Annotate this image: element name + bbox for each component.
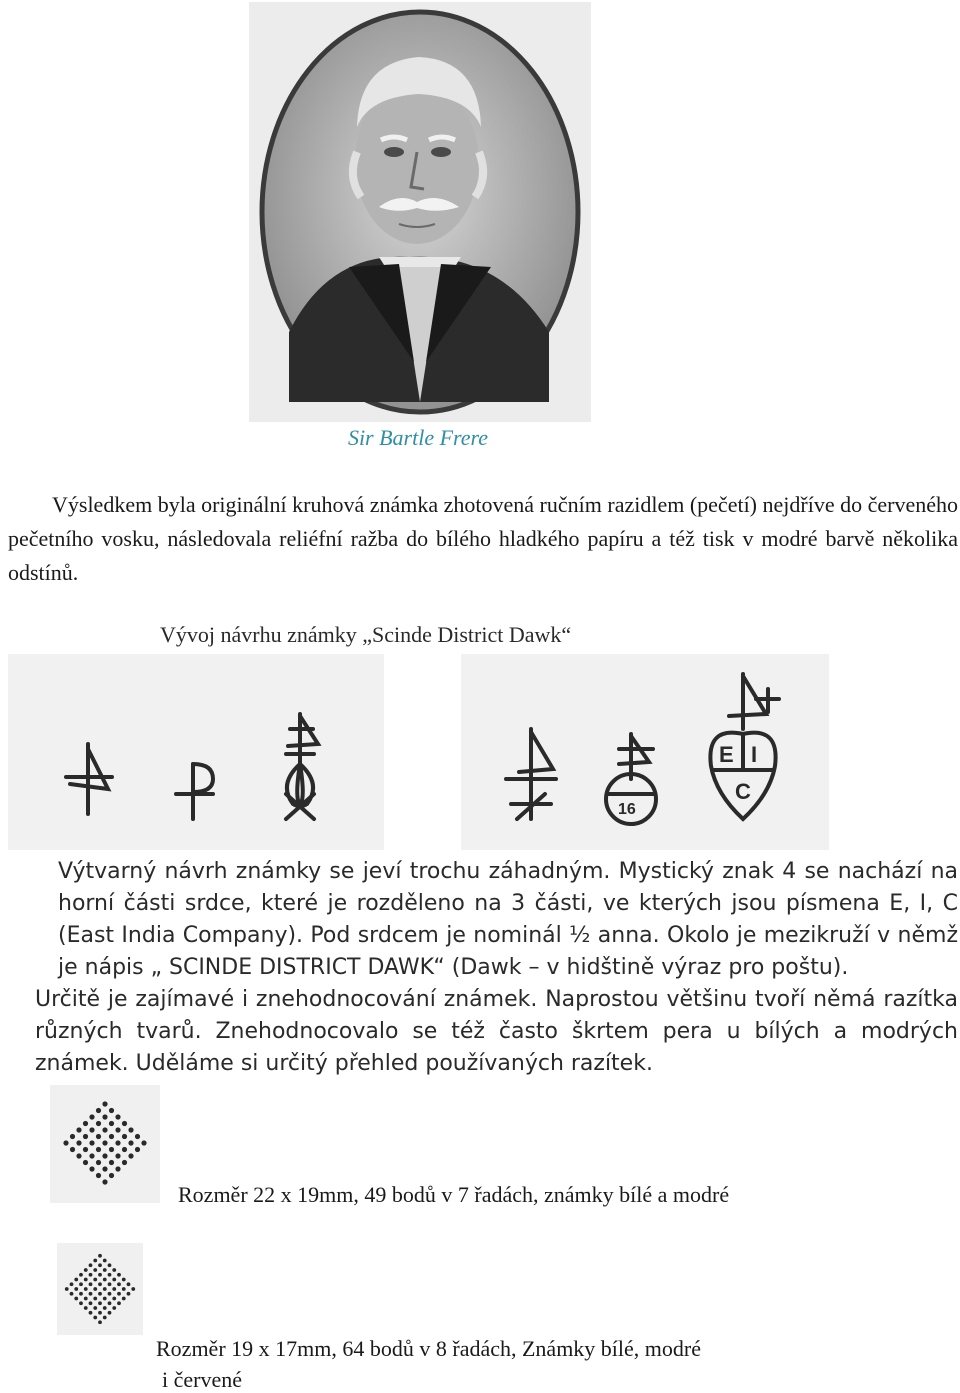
stamp-dot — [93, 1316, 97, 1320]
description-paragraph-2: Určitě je zajímavé i znehodnocování známek. Naprostou většinu tvoří němá razítka různých tvarů. Znehodnocovalo se též často škrtem pera u bílých a modrých známek. Uděláme si určitý přehled používaných razítek. — [35, 987, 958, 1076]
stamp-dot — [102, 1153, 107, 1158]
stamp-dot — [102, 1166, 107, 1171]
stamp-dot — [89, 1282, 93, 1286]
stamp-dot — [117, 1292, 121, 1296]
stamp-dot — [79, 1282, 83, 1286]
stamp-dot — [112, 1297, 116, 1301]
stamp-dot — [98, 1311, 102, 1315]
stamp-dot — [117, 1273, 121, 1277]
stamp-dot — [127, 1282, 131, 1286]
stamp-dot — [93, 1287, 97, 1291]
stamp-dot — [96, 1160, 101, 1165]
stamp-dot — [131, 1287, 135, 1291]
stamp-dot — [128, 1127, 133, 1132]
stamp-dot — [96, 1121, 101, 1126]
stamp-dot — [89, 1166, 94, 1171]
stamp-dot — [84, 1278, 88, 1282]
stamp-dot — [74, 1287, 78, 1291]
stamp-dot — [84, 1306, 88, 1310]
stamp-dot — [128, 1153, 133, 1158]
stamp-dot — [109, 1121, 114, 1126]
portrait-illustration — [249, 2, 591, 422]
stamp-dot — [76, 1127, 81, 1132]
stamp-dot — [108, 1292, 112, 1296]
stamp-dot — [96, 1108, 101, 1113]
stamp-dot — [115, 1127, 120, 1132]
portrait-image — [249, 2, 591, 422]
stamp-dot — [84, 1268, 88, 1272]
stamp-dot — [102, 1179, 107, 1184]
stamp-dot — [103, 1259, 107, 1263]
stamp-1-description: Rozměr 22 x 19mm, 49 bodů v 7 řadách, známky bílé a modré — [178, 1182, 730, 1207]
stamp-dot — [135, 1134, 140, 1139]
stamp-dot — [93, 1278, 97, 1282]
stamp-dot — [117, 1301, 121, 1305]
stamp-dot — [79, 1292, 83, 1296]
stamp-dot — [93, 1259, 97, 1263]
stamp-dot — [127, 1292, 131, 1296]
stamp-dot — [103, 1297, 107, 1301]
stamp-dot — [122, 1160, 127, 1165]
stamp-dot — [103, 1278, 107, 1282]
stamp-dot — [74, 1297, 78, 1301]
stamp-dot — [89, 1140, 94, 1145]
stamp-dot — [117, 1282, 121, 1286]
stamp-dot — [93, 1268, 97, 1272]
stamp-dot — [70, 1147, 75, 1152]
stamp-dot — [96, 1147, 101, 1152]
stamp-dot — [109, 1173, 114, 1178]
description-paragraph-1: Výtvarný návrh známky se jeví trochu záhadným. Mystický znak 4 se nachází na horní části srdce, které je rozděleno na 3 části, ve kterých jsou písmena E, I, C (East India Company). Pod srdcem je nominál ½ anna. Okolo je mezikruží v němž je nápis „ SCINDE DISTRICT DAWK“ (Dawk – v hidštině výraz pro poštu). — [58, 859, 958, 980]
cancellation-stamp-49-dots — [50, 1085, 160, 1203]
sketch-symbols-right — [461, 654, 829, 850]
stamp-dot — [103, 1316, 107, 1320]
stamp-2-description-line-2: i červené — [162, 1367, 242, 1392]
stamp-dot — [122, 1134, 127, 1139]
sketch-label-16: 16 — [618, 801, 636, 818]
stamp-dot — [84, 1287, 88, 1291]
stamp-dot — [89, 1153, 94, 1158]
stamp-dot — [79, 1273, 83, 1277]
stamp-dot — [112, 1268, 116, 1272]
stamp-dot — [83, 1160, 88, 1165]
stamp-dot — [63, 1140, 68, 1145]
stamp-dot — [122, 1278, 126, 1282]
stamp-dot — [112, 1287, 116, 1291]
stamp-dot — [83, 1121, 88, 1126]
description-block — [8, 856, 958, 1080]
stamp-dot — [83, 1147, 88, 1152]
cancellation-stamp-64-dots — [57, 1243, 143, 1335]
portrait-caption: Sir Bartle Frere — [347, 425, 489, 450]
stamp-dot — [89, 1127, 94, 1132]
stamp-dot — [102, 1127, 107, 1132]
stamp-dot — [98, 1254, 102, 1258]
design-sketches-right — [461, 654, 829, 850]
sketch-symbols-left — [8, 654, 384, 850]
stamp-dot — [109, 1108, 114, 1113]
sketch-label-i: I — [751, 742, 758, 767]
stamp-dot — [98, 1273, 102, 1277]
intro-text: Výsledkem byla originální kruhová známka zhotovená ručním razidlem (pečetí) nejdříve do červeného pečetního vosku, následovala reliéfní ražba do bílého hladkého papíru a též tisk v modré barvě několika odstínů. — [8, 492, 958, 585]
stamp-dot — [70, 1134, 75, 1139]
stamp-dot — [103, 1287, 107, 1291]
stamp-dot — [79, 1301, 83, 1305]
stamp-dot — [76, 1153, 81, 1158]
stamp-dot — [108, 1311, 112, 1315]
stamp-dot — [102, 1114, 107, 1119]
dot-diamond-7-rows — [50, 1085, 160, 1203]
stamp-dot — [96, 1173, 101, 1178]
stamp-dot — [84, 1297, 88, 1301]
stamp-dot — [115, 1114, 120, 1119]
stamp-dot — [128, 1140, 133, 1145]
stamp-dot — [89, 1273, 93, 1277]
stamp-dot — [83, 1134, 88, 1139]
intro-paragraph — [8, 488, 958, 590]
stamp-dot — [102, 1140, 107, 1145]
stamp-dot — [93, 1306, 97, 1310]
stamp-dot — [122, 1297, 126, 1301]
stamp-dot — [70, 1292, 74, 1296]
stamp-dot — [109, 1160, 114, 1165]
stamp-dot — [122, 1147, 127, 1152]
stamp-dot — [108, 1301, 112, 1305]
stamp-dot — [112, 1278, 116, 1282]
stamp-dot — [98, 1301, 102, 1305]
stamp-dot — [109, 1147, 114, 1152]
stamp-dot — [103, 1306, 107, 1310]
stamp-dot — [89, 1263, 93, 1267]
sketch-label-e: E — [719, 742, 734, 767]
sketch-label-c: C — [735, 779, 751, 804]
stamp-dot — [135, 1147, 140, 1152]
stamp-dot — [89, 1114, 94, 1119]
stamp-dot — [102, 1101, 107, 1106]
stamp-dot — [98, 1292, 102, 1296]
stamp-dot — [89, 1301, 93, 1305]
dot-diamond-8-rows — [57, 1243, 143, 1335]
section-subheading: Vývoj návrhu známky „Scinde District Dawk“ — [160, 622, 572, 647]
stamp-dot — [109, 1134, 114, 1139]
stamp-2-description-line-1: Rozměr 19 x 17mm, 64 bodů v 8 řadách, Známky bílé, modré — [156, 1336, 701, 1361]
stamp-dot — [108, 1273, 112, 1277]
stamp-dot — [122, 1287, 126, 1291]
stamp-dot — [98, 1320, 102, 1324]
stamp-dot — [141, 1140, 146, 1145]
stamp-dot — [115, 1153, 120, 1158]
stamp-dot — [98, 1282, 102, 1286]
design-sketches-left — [8, 654, 384, 850]
stamp-dot — [89, 1292, 93, 1296]
stamp-dot — [108, 1263, 112, 1267]
stamp-dot — [74, 1278, 78, 1282]
stamp-dot — [122, 1121, 127, 1126]
stamp-dot — [112, 1306, 116, 1310]
stamp-dot — [89, 1311, 93, 1315]
stamp-dot — [93, 1297, 97, 1301]
stamp-dot — [103, 1268, 107, 1272]
stamp-dot — [115, 1166, 120, 1171]
stamp-dot — [76, 1140, 81, 1145]
stamp-dot — [70, 1282, 74, 1286]
stamp-dot — [65, 1287, 69, 1291]
stamp-dot — [96, 1134, 101, 1139]
stamp-dot — [115, 1140, 120, 1145]
stamp-dot — [98, 1263, 102, 1267]
stamp-dot — [108, 1282, 112, 1286]
